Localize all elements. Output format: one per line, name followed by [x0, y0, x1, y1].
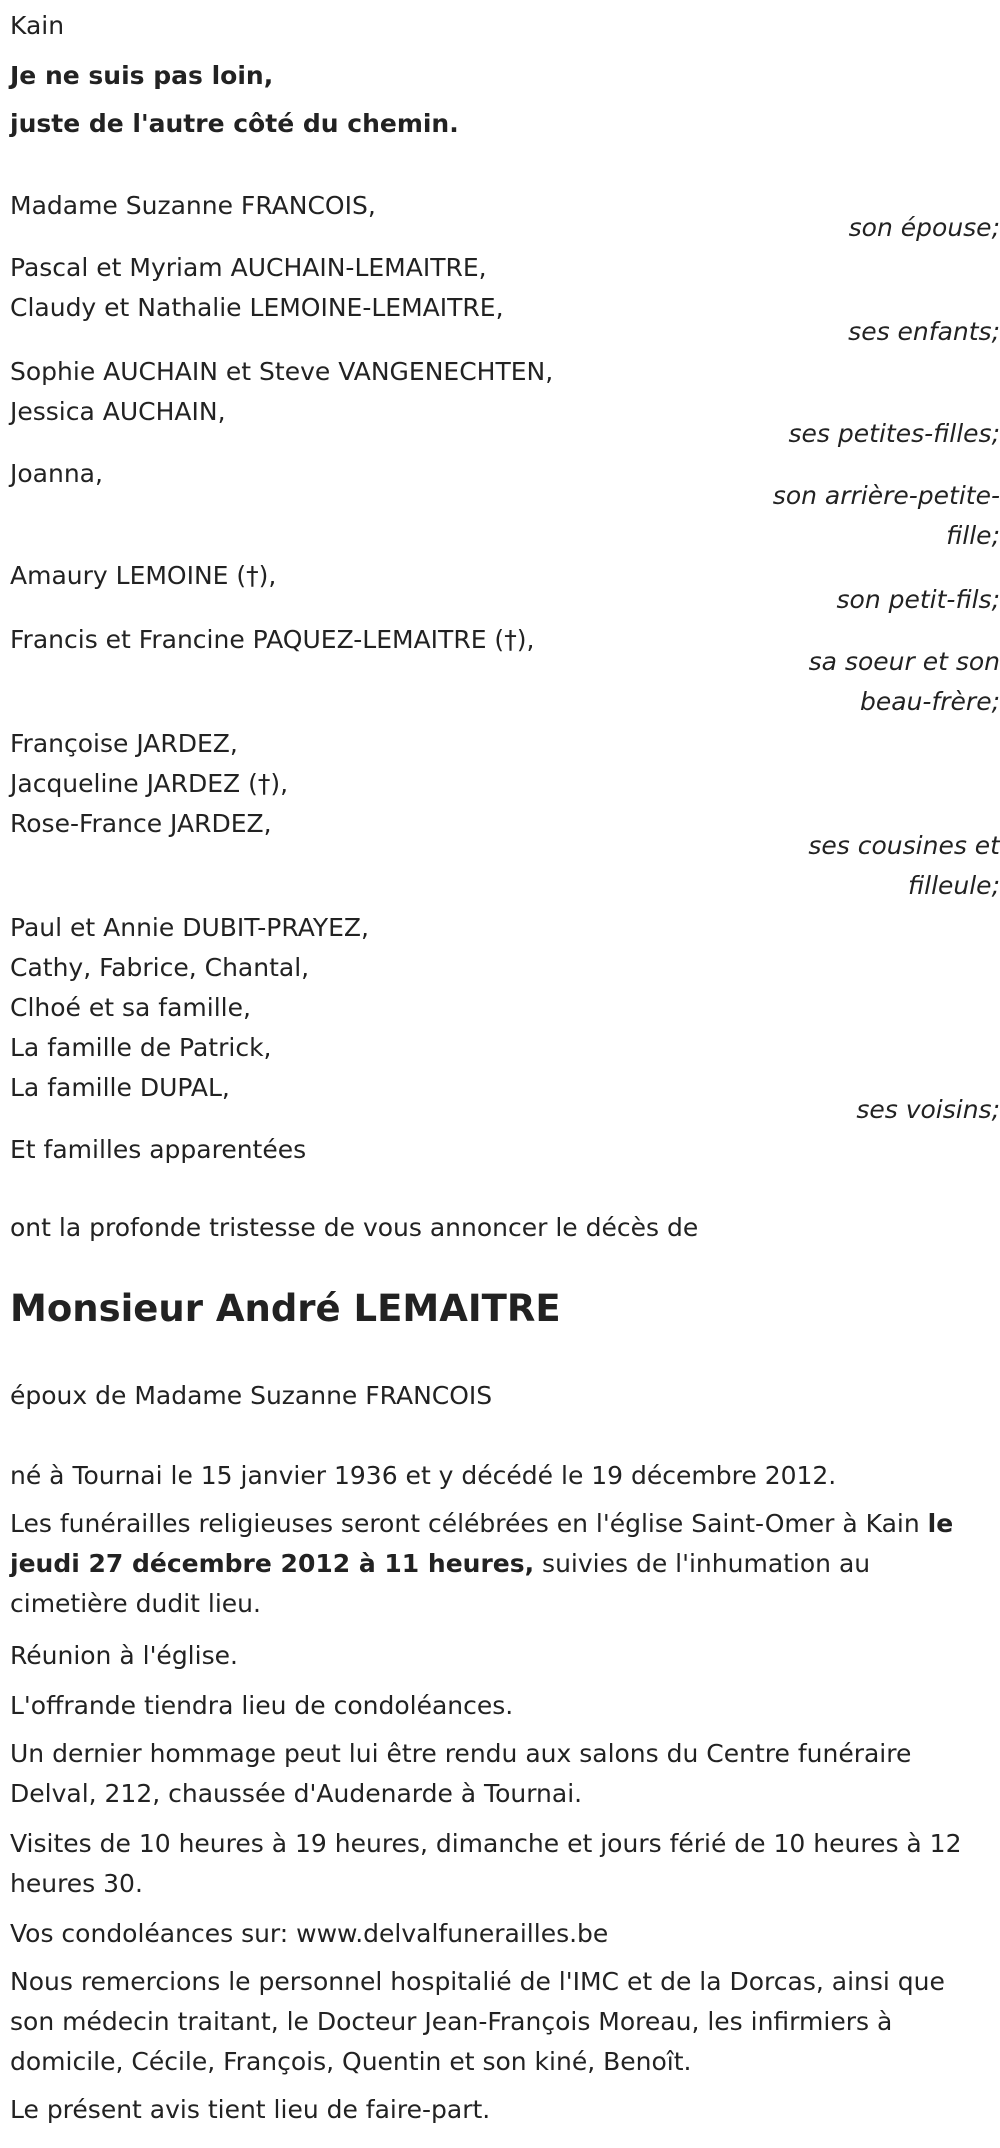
granddaughters-name-2: Jessica AUCHAIN, — [10, 397, 226, 426]
neighbor-name-2: Cathy, Fabrice, Chantal, — [10, 953, 310, 982]
thanks-message: Nous remercions le personnel hospitalié de l'IMC et de la Dorcas, ainsi que son médecin traitant, le Docteur Jean-François Moreau, les infirmiers à domicile, Cécile, François, Quentin et son kiné, Benoît. — [10, 1967, 945, 2076]
sister-name: Francis et Francine PAQUEZ-LEMAITRE (†), — [10, 625, 535, 654]
granddaughters-role: ses petites-filles; — [788, 419, 1000, 448]
visiting-hours: Visites de 10 heures à 19 heures, dimanche et jours férié de 10 heures à 12 heures 30. — [10, 1829, 962, 1898]
cousin-name-3: Rose-France JARDEZ, — [10, 809, 272, 838]
offering-note: L'offrande tiendra lieu de condoléances. — [10, 1691, 514, 1720]
spouse-role: son épouse; — [848, 213, 1000, 242]
tribute-info: Un dernier hommage peut lui être rendu aux salons du Centre funéraire Delval, 212, chaussée d'Audenarde à Tournai. — [10, 1739, 912, 1808]
granddaughters-name-1: Sophie AUCHAIN et Steve VANGENECHTEN, — [10, 357, 554, 386]
great-granddaughter-name: Joanna, — [10, 459, 103, 488]
quote-line-1: Je ne suis pas loin, — [10, 61, 274, 90]
quote-line-2: juste de l'autre côté du chemin. — [10, 109, 459, 138]
deceased-name: Monsieur André LEMAITRE — [10, 1287, 561, 1330]
funeral-text-1: Les funérailles religieuses seront célébrées en l'église Saint-Omer à Kain — [10, 1509, 928, 1538]
sister-role: sa soeur et son beau-frère; — [808, 647, 1000, 716]
neighbors-role: ses voisins; — [856, 1095, 1000, 1124]
grandson-name: Amaury LEMOINE (†), — [10, 561, 277, 590]
town-name: Kain — [10, 11, 65, 40]
spouse-name: Madame Suzanne FRANCOIS, — [10, 191, 376, 220]
neighbor-name-5: La famille DUPAL, — [10, 1073, 230, 1102]
related-families: Et familles apparentées — [10, 1135, 307, 1164]
children-role: ses enfants; — [848, 317, 1000, 346]
neighbor-name-1: Paul et Annie DUBIT-PRAYEZ, — [10, 913, 370, 942]
cousin-name-2: Jacqueline JARDEZ (†), — [10, 769, 289, 798]
grandson-role: son petit-fils; — [836, 585, 1000, 614]
children-name-2: Claudy et Nathalie LEMOINE-LEMAITRE, — [10, 293, 504, 322]
funeral-date: le jeudi 27 décembre 2012 à 11 heures, — [10, 1509, 954, 1578]
cousins-role: ses cousines et filleule; — [808, 831, 1000, 900]
children-name-1: Pascal et Myriam AUCHAIN-LEMAITRE, — [10, 253, 487, 282]
announcement-intro: ont la profonde tristesse de vous annoncer le décès de — [10, 1213, 699, 1242]
funeral-text-2: suivies de l'inhumation au cimetière dudit lieu. — [10, 1549, 871, 1618]
neighbor-name-4: La famille de Patrick, — [10, 1033, 272, 1062]
condolences-website: Vos condoléances sur: www.delvalfunerailles.be — [10, 1919, 609, 1948]
neighbor-name-3: Clhoé et sa famille, — [10, 993, 251, 1022]
closing-note: Le présent avis tient lieu de faire-part. — [10, 2095, 491, 2124]
birth-death-dates: né à Tournai le 15 janvier 1936 et y décédé le 19 décembre 2012. — [10, 1461, 837, 1490]
great-granddaughter-role: son arrière-petite-fille; — [772, 481, 1000, 550]
spouse-of: époux de Madame Suzanne FRANCOIS — [10, 1381, 493, 1410]
meeting-place: Réunion à l'église. — [10, 1641, 238, 1670]
cousin-name-1: Françoise JARDEZ, — [10, 729, 238, 758]
funeral-details — [10, 1504, 985, 1624]
